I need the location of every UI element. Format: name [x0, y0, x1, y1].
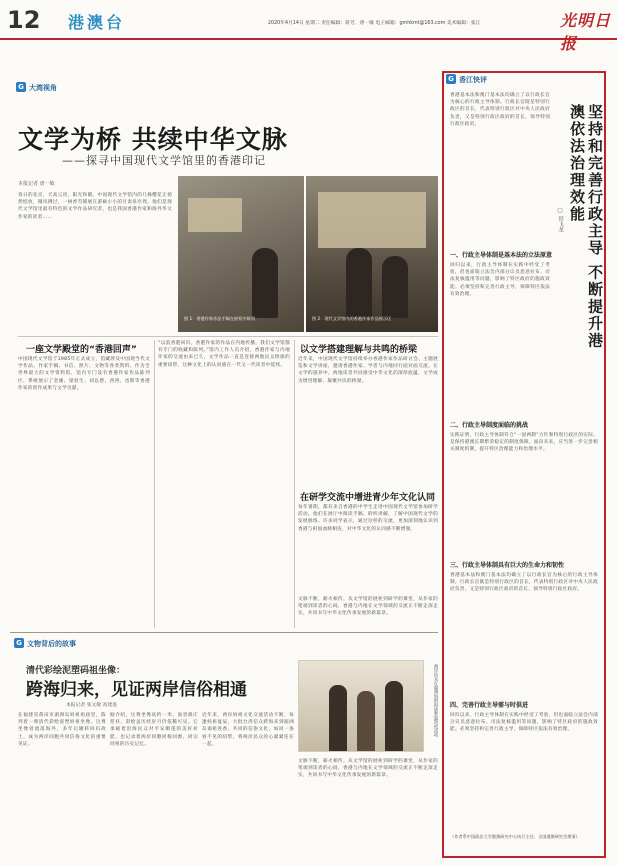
column-tag-top [16, 83, 57, 93]
bottom-byline: 本报记者 张文敏 高建进 [66, 703, 118, 708]
visitor-figure [252, 248, 278, 318]
column-tag-label: 大湾视角 [29, 84, 57, 92]
section-divider [18, 336, 438, 337]
column-rule [294, 340, 295, 628]
person-figure [357, 691, 375, 751]
column-rule [154, 340, 155, 628]
g-logo-icon: G [16, 82, 26, 92]
section-3-body: 每年暑期，都有来自香港的中学生走进中国现代文学馆参加研学活动。他们在展厅中阅读手稿、聆听讲解，了解中国现代文学的发展脉络。许多同学表示，通过这样的交流，更加深刻地认识到香港与祖国血脉相连，对中华文化的认同感不断增强。 [298, 505, 438, 532]
section-1-title: 一座文学殿堂的“香港回声” [26, 345, 137, 355]
bottom-photo-caption: 两岸信众在湄洲妈祖祖庙参加祭祀活动 [433, 664, 438, 738]
newspaper-logo: 光明日报 [560, 11, 612, 53]
opinion-body-1: 回归以来，行政主导体制在实践中经受了考验，但也面临立法会内部分议员恶意拉布、司法复核滥用等问题，影响了特区政府的施政效能。必须坚持和完善行政主导，保障特区依法有效治理。 [450, 263, 550, 297]
column-tag-label: 文物背后的故事 [27, 640, 76, 648]
column-tag-bottom [14, 639, 76, 649]
bottom-kicker: 清代彩绘泥塑码祖坐像： [26, 666, 126, 676]
opinion-body-4: 回归以来，行政主导体制在实践中经受了考验，但也面临立法会内部分议员恶意拉布、司法复核滥用等问题，影响了特区政府的施政效能。必须坚持和完善行政主导，保障特区依法有效治理。 [450, 713, 598, 733]
opinion-author: □ 田飞龙 [557, 208, 563, 233]
g-logo-icon: G [14, 638, 24, 648]
top-byline: 本报记者 唐一敏 [18, 181, 55, 187]
bottom-body-1: 在福建省莆田市湄洲岛妈祖祖庙里，陈列着一尊清代彩绘泥塑妈祖坐像。这尊坐像曾流落海外，多年后辗转回归故土，成为两岸同胞共同信俗文化的重要见证。 [18, 713, 106, 747]
person-figure [385, 681, 403, 751]
bottom-headline: 跨海归来，见证两岸信俗相通 [26, 680, 247, 700]
section-name: 港澳台 [68, 13, 126, 32]
edition-meta: 2020年4月14日 星期二 责任编辑：蒋芳、唐一敏 电子邮箱：gmhkmt@163.com 美术编辑：张江 [268, 21, 481, 26]
bottom-photo [298, 660, 424, 752]
opinion-subhead-4: 四、完善行政主导需与时俱进 [450, 702, 529, 709]
photo-panel-left [178, 176, 306, 332]
photo-caption-2: 图 2：现代文学馆内的香港作家作品展示区 [312, 316, 392, 321]
opinion-lede: 香港基本法和澳门基本法均确立了以行政长官为核心的行政主导体制。行政长官既是特别行政区的首长，代表特别行政区对中央人民政府负责，又是特别行政区政府的首长，领导特别行政区政府。 [450, 93, 550, 127]
opinion-body-3: 香港基本法和澳门基本法均确立了以行政长官为核心的行政主导体制。行政长官既是特别行政区的首长，代表特别行政区对中央人民政府负责，又是特别行政区政府的首长，领导特别行政区政府。 [450, 573, 598, 593]
top-intro: 春日的北京，天高云淡，阳光和暖。中国现代文学馆内的几株樱花正悄然绽放，微风拂过，一树香雪铺展在游廊小小的甘肃泉亭周。他们是现代文学馆里最有特色的文学作品研究者，也是我国香港作家和海外华文作家的读者…… [18, 193, 172, 220]
opinion-body-2: 实践证明，行政主导体制符合“一国两制”方针和特别行政区的实际，是保持港澳长期繁荣稳定的制度保障。面向未来，应当进一步完善相关制度机制，提升特区治理能力和治理水平。 [450, 433, 598, 453]
section-2-title: 以文学搭建理解与共鸣的桥梁 [300, 345, 418, 355]
display-case [188, 198, 242, 232]
bottom-body-4: 文脉不断，薪火相传。从文学馆的展柜到研学的课堂，从作家的笔端到读者的心间，香港与内地在文学领域的交流正不断走深走实，共同书写中华文化传承发展的新篇章。 [298, 759, 438, 779]
opinion-title: 坚持和完善行政主导 不断提升港澳依法治理效能 [568, 104, 604, 350]
top-subheadline: ——探寻中国现代文学馆里的香港印记 [62, 154, 266, 167]
person-figure [329, 685, 347, 751]
g-logo-icon: G [446, 74, 456, 84]
section-3-title: 在研学交流中增进青少年文化认同 [300, 493, 436, 503]
opinion-subhead-1: 一、行政主导体制是基本法的立法原意 [450, 252, 553, 259]
opinion-subhead-3: 三、行政主导体制具有巨大的生命力和韧性 [450, 562, 565, 569]
story-divider [10, 632, 438, 633]
bottom-body-3: 近年来，两岸妈祖文化交流活动不断，每逢妈祖诞辰，大批台湾信众跨海来到湄洲岛谒祖进香。共同的信俗文化，如同一条看不见的纽带，将两岸民众的心紧紧连在一起。 [202, 713, 294, 747]
masthead [0, 0, 617, 53]
column-tag-opinion [446, 75, 487, 85]
top-headline: 文学为桥 共续中华文脉 [18, 125, 288, 154]
bottom-body-2: 据介绍，这尊坐像高约一米，面容端庄慈祥，彩绘虽历经岁月仍依稀可见。它承载着沿海民众对平安顺遂的美好祈愿，也记录着两岸同胞同根同源、同宗同祖的历史记忆。 [110, 713, 198, 747]
section-1-body: 中国现代文学馆于1985年正式成立，馆藏涉及中国现当代文学作品、作家手稿、书信、照片、文物等各类资料。作为全世界最大的文学资料馆，馆内专门设有香港作家作品陈列区，系统展示了金庸、梁羽生、刘以鬯、西西、也斯等香港作家的创作成果与文学贡献。 [18, 357, 150, 391]
section-1-body-cont: “以前香港回归，香港作家的作品在内地传播，我们文学馆都有专门的收藏和陈列。”馆内工作人员介绍，香港作家与内地作家的交流由来已久，文学作品一直是连接两地民众情感的重要纽带，这种文化上的认同感在一代又一代读者中延续。 [158, 341, 290, 368]
book-display-wall [318, 192, 426, 248]
opinion-author-note: （作者系中国政法大学港澳研究中心执行主任、全国港澳研究会理事） [450, 834, 580, 839]
page-number: 12 [7, 6, 41, 34]
photo-caption-1: 图 1：香港作家作品手稿在展柜中陈列 [184, 316, 255, 321]
visitor-figure-2 [346, 248, 372, 318]
visitor-figure-3 [382, 256, 408, 318]
section-2-body: 近年来，中国现代文学馆持续举办香港作家作品研讨会、主题展览和文学讲座，邀请香港作家、学者与内地同行面对面交流。在文学的滋养中，两地读者共同感受中华文化的深厚底蕴，文学成为增进理解、凝聚共识的桥梁。 [298, 357, 438, 384]
column-tag-label: 香江快评 [459, 76, 487, 84]
top-photo [178, 176, 438, 332]
opinion-subhead-2: 二、行政主导制度面临的挑战 [450, 422, 529, 429]
section-3-body-cont: 文脉不断，薪火相传。从文学馆的展柜到研学的课堂，从作家的笔端到读者的心间，香港与内地在文学领域的交流正不断走深走实，共同书写中华文化传承发展的新篇章。 [298, 597, 438, 617]
